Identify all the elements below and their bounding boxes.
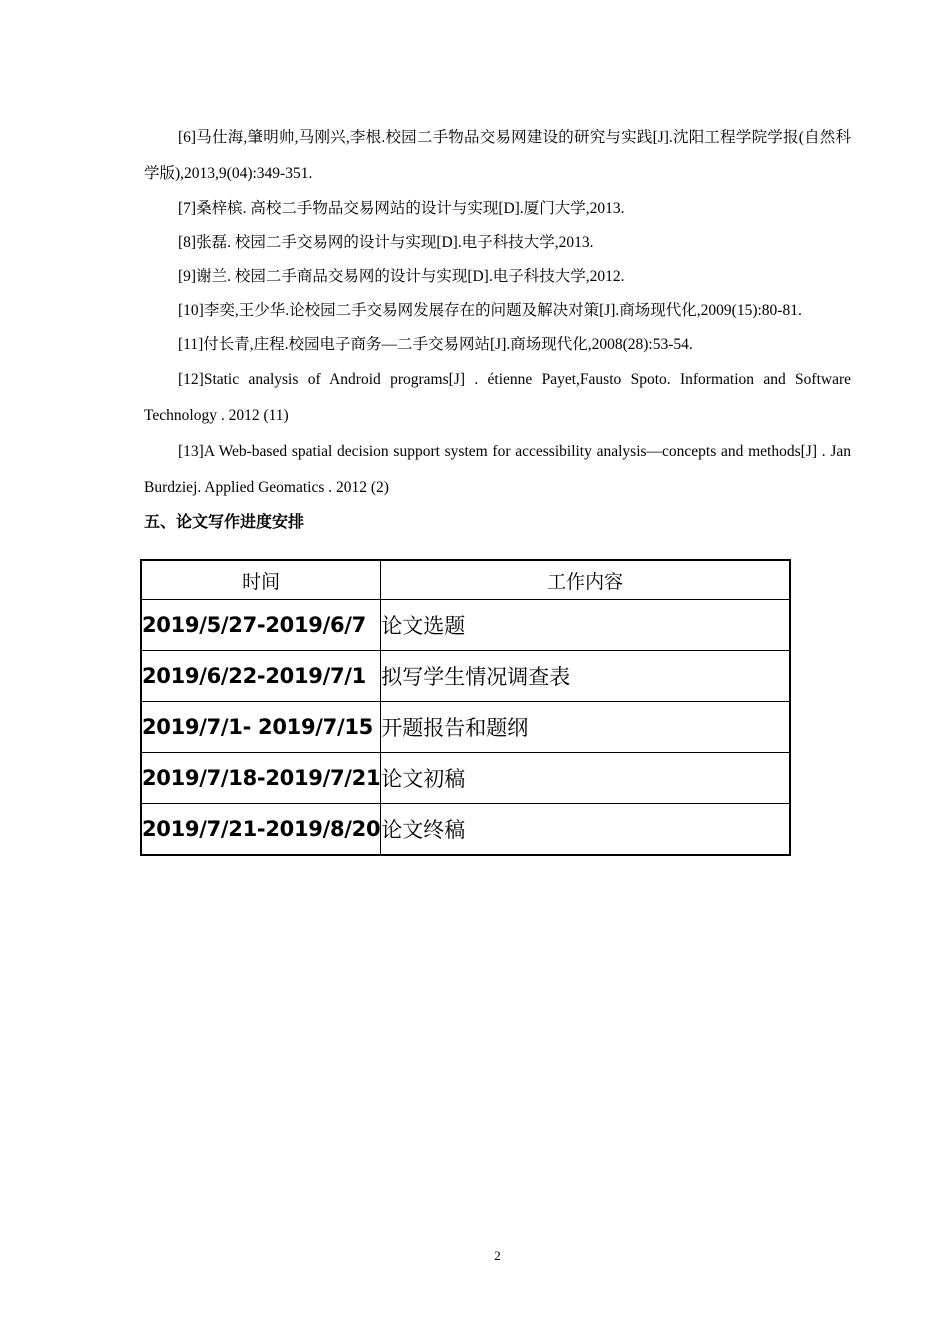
schedule-date-cell: 2019/6/22-2019/7/1 — [142, 651, 381, 702]
schedule-task-cell: 论文选题 — [381, 600, 789, 651]
reference-item: [9]谢兰. 校园二手商品交易网的设计与实现[D].电子科技大学,2012. — [178, 268, 625, 285]
column-header-time: 时间 — [142, 561, 381, 600]
schedule-task-cell: 论文初稿 — [381, 753, 789, 804]
schedule-date-cell: 2019/7/1- 2019/7/15 — [142, 702, 381, 753]
reference-item: [7]桑梓槟. 高校二手物品交易网站的设计与实现[D].厦门大学,2013. — [178, 200, 625, 217]
reference-item: [12]Static analysis of Android programs[J] . étienne Payet,Fausto Spoto. Information and Software Technology . 2012 (11) — [144, 371, 851, 424]
reference-item: [8]张磊. 校园二手交易网的设计与实现[D].电子科技大学,2013. — [178, 234, 594, 251]
reference-list — [144, 120, 851, 506]
reference-item: [11]付长青,庄程.校园电子商务—二手交易网站[J].商场现代化,2008(28):53-54. — [178, 336, 693, 353]
schedule-task-cell: 拟写学生情况调查表 — [381, 651, 789, 702]
table-row — [142, 804, 789, 854]
schedule-task-cell: 开题报告和题纲 — [381, 702, 789, 753]
schedule-table — [140, 559, 791, 856]
schedule-date-cell: 2019/7/21-2019/8/20 — [142, 804, 381, 854]
table-header-row — [142, 561, 789, 600]
table-row — [142, 600, 789, 651]
column-header-content: 工作内容 — [381, 561, 789, 600]
table-row — [142, 702, 789, 753]
schedule-task-cell: 论文终稿 — [381, 818, 466, 842]
reference-item: [13]A Web-based spatial decision support system for accessibility analysis—concepts and methods[J] . Jan Burdziej. Applied Geomatics . 2012 (2) — [144, 443, 851, 496]
schedule-date-cell: 2019/7/18-2019/7/21 — [142, 753, 381, 804]
table-row — [142, 753, 789, 804]
page-number: 2 — [494, 1248, 501, 1263]
section-heading: 五、论文写作进度安排 — [144, 512, 305, 531]
reference-item: [10]李奕,王少华.论校园二手交易网发展存在的问题及解决对策[J].商场现代化,2009(15):80-81. — [178, 302, 802, 319]
table-row — [142, 651, 789, 702]
reference-item: [6]马仕海,肇明帅,马刚兴,李根.校园二手物品交易网建设的研究与实践[J].沈阳工程学院学报(自然科学版),2013,9(04):349-351. — [144, 129, 851, 182]
schedule-date-cell: 2019/5/27-2019/6/7 — [142, 600, 381, 651]
